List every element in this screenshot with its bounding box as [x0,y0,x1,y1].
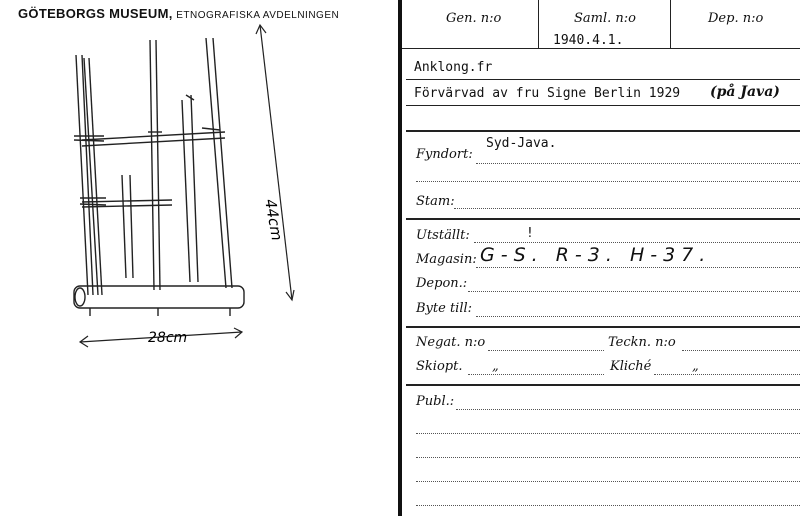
object-name: Anklong.fr [414,60,493,75]
rule [406,384,800,386]
kliche-value: „ [692,359,699,374]
publ-label: Publ.: [416,394,455,409]
dotted-line [654,374,800,375]
height-label: 44cm [261,197,287,243]
museum-name: GÖTEBORGS MUSEUM, [18,6,173,21]
acquisition-text: Förvärvad av fru Signe Berlin 1929 [414,86,681,101]
dotted-line [682,350,800,351]
catalog-card [398,0,800,516]
dep-no-label: Dep. n:o [708,11,764,26]
skiopt-label: Skiopt. [416,359,463,374]
rule [406,130,800,132]
skiopt-value: „ [492,359,499,374]
width-label: 28cm [148,330,188,346]
rule [406,218,800,220]
angklung-sketch [60,20,320,360]
divider [670,0,671,48]
rule [406,326,800,328]
magasin-label: Magasin: [416,252,477,267]
acquisition-note: (på Java) [710,84,780,100]
dotted-line [416,481,800,482]
kliche-label: Kliché [610,359,652,374]
saml-no-label: Saml. n:o [574,11,636,26]
dotted-line [456,409,800,410]
fyndort-value: Syd-Java. [486,136,557,151]
negat-label: Negat. n:o [416,335,486,350]
dotted-line [476,163,800,164]
depon-label: Depon.: [416,276,468,291]
dotted-line [474,242,800,243]
department-name: ETNOGRAFISKA AVDELNINGEN [176,10,340,21]
stam-label: Stam: [416,194,455,209]
fyndort-label: Fyndort: [416,147,473,162]
dotted-line [416,457,800,458]
teckn-label: Teckn. n:o [608,335,676,350]
dotted-line [488,350,604,351]
dotted-line [454,208,800,209]
dotted-line [468,291,800,292]
dotted-line [476,316,800,317]
rule [406,105,800,106]
rule [406,79,800,80]
gen-no-label: Gen. n:o [446,11,502,26]
divider [538,0,539,48]
museum-header [18,6,339,21]
dotted-line [476,267,800,268]
dotted-line [416,505,800,506]
byte-till-label: Byte till: [416,301,473,316]
utstallt-value: ! [526,226,534,241]
utstallt-label: Utställt: [416,228,470,243]
dotted-line [416,181,800,182]
dotted-line [468,374,604,375]
magasin-value: G-S. R-3. H-37. [480,244,712,266]
dotted-line [416,433,800,434]
saml-no-value: 1940.4.1. [553,33,624,48]
